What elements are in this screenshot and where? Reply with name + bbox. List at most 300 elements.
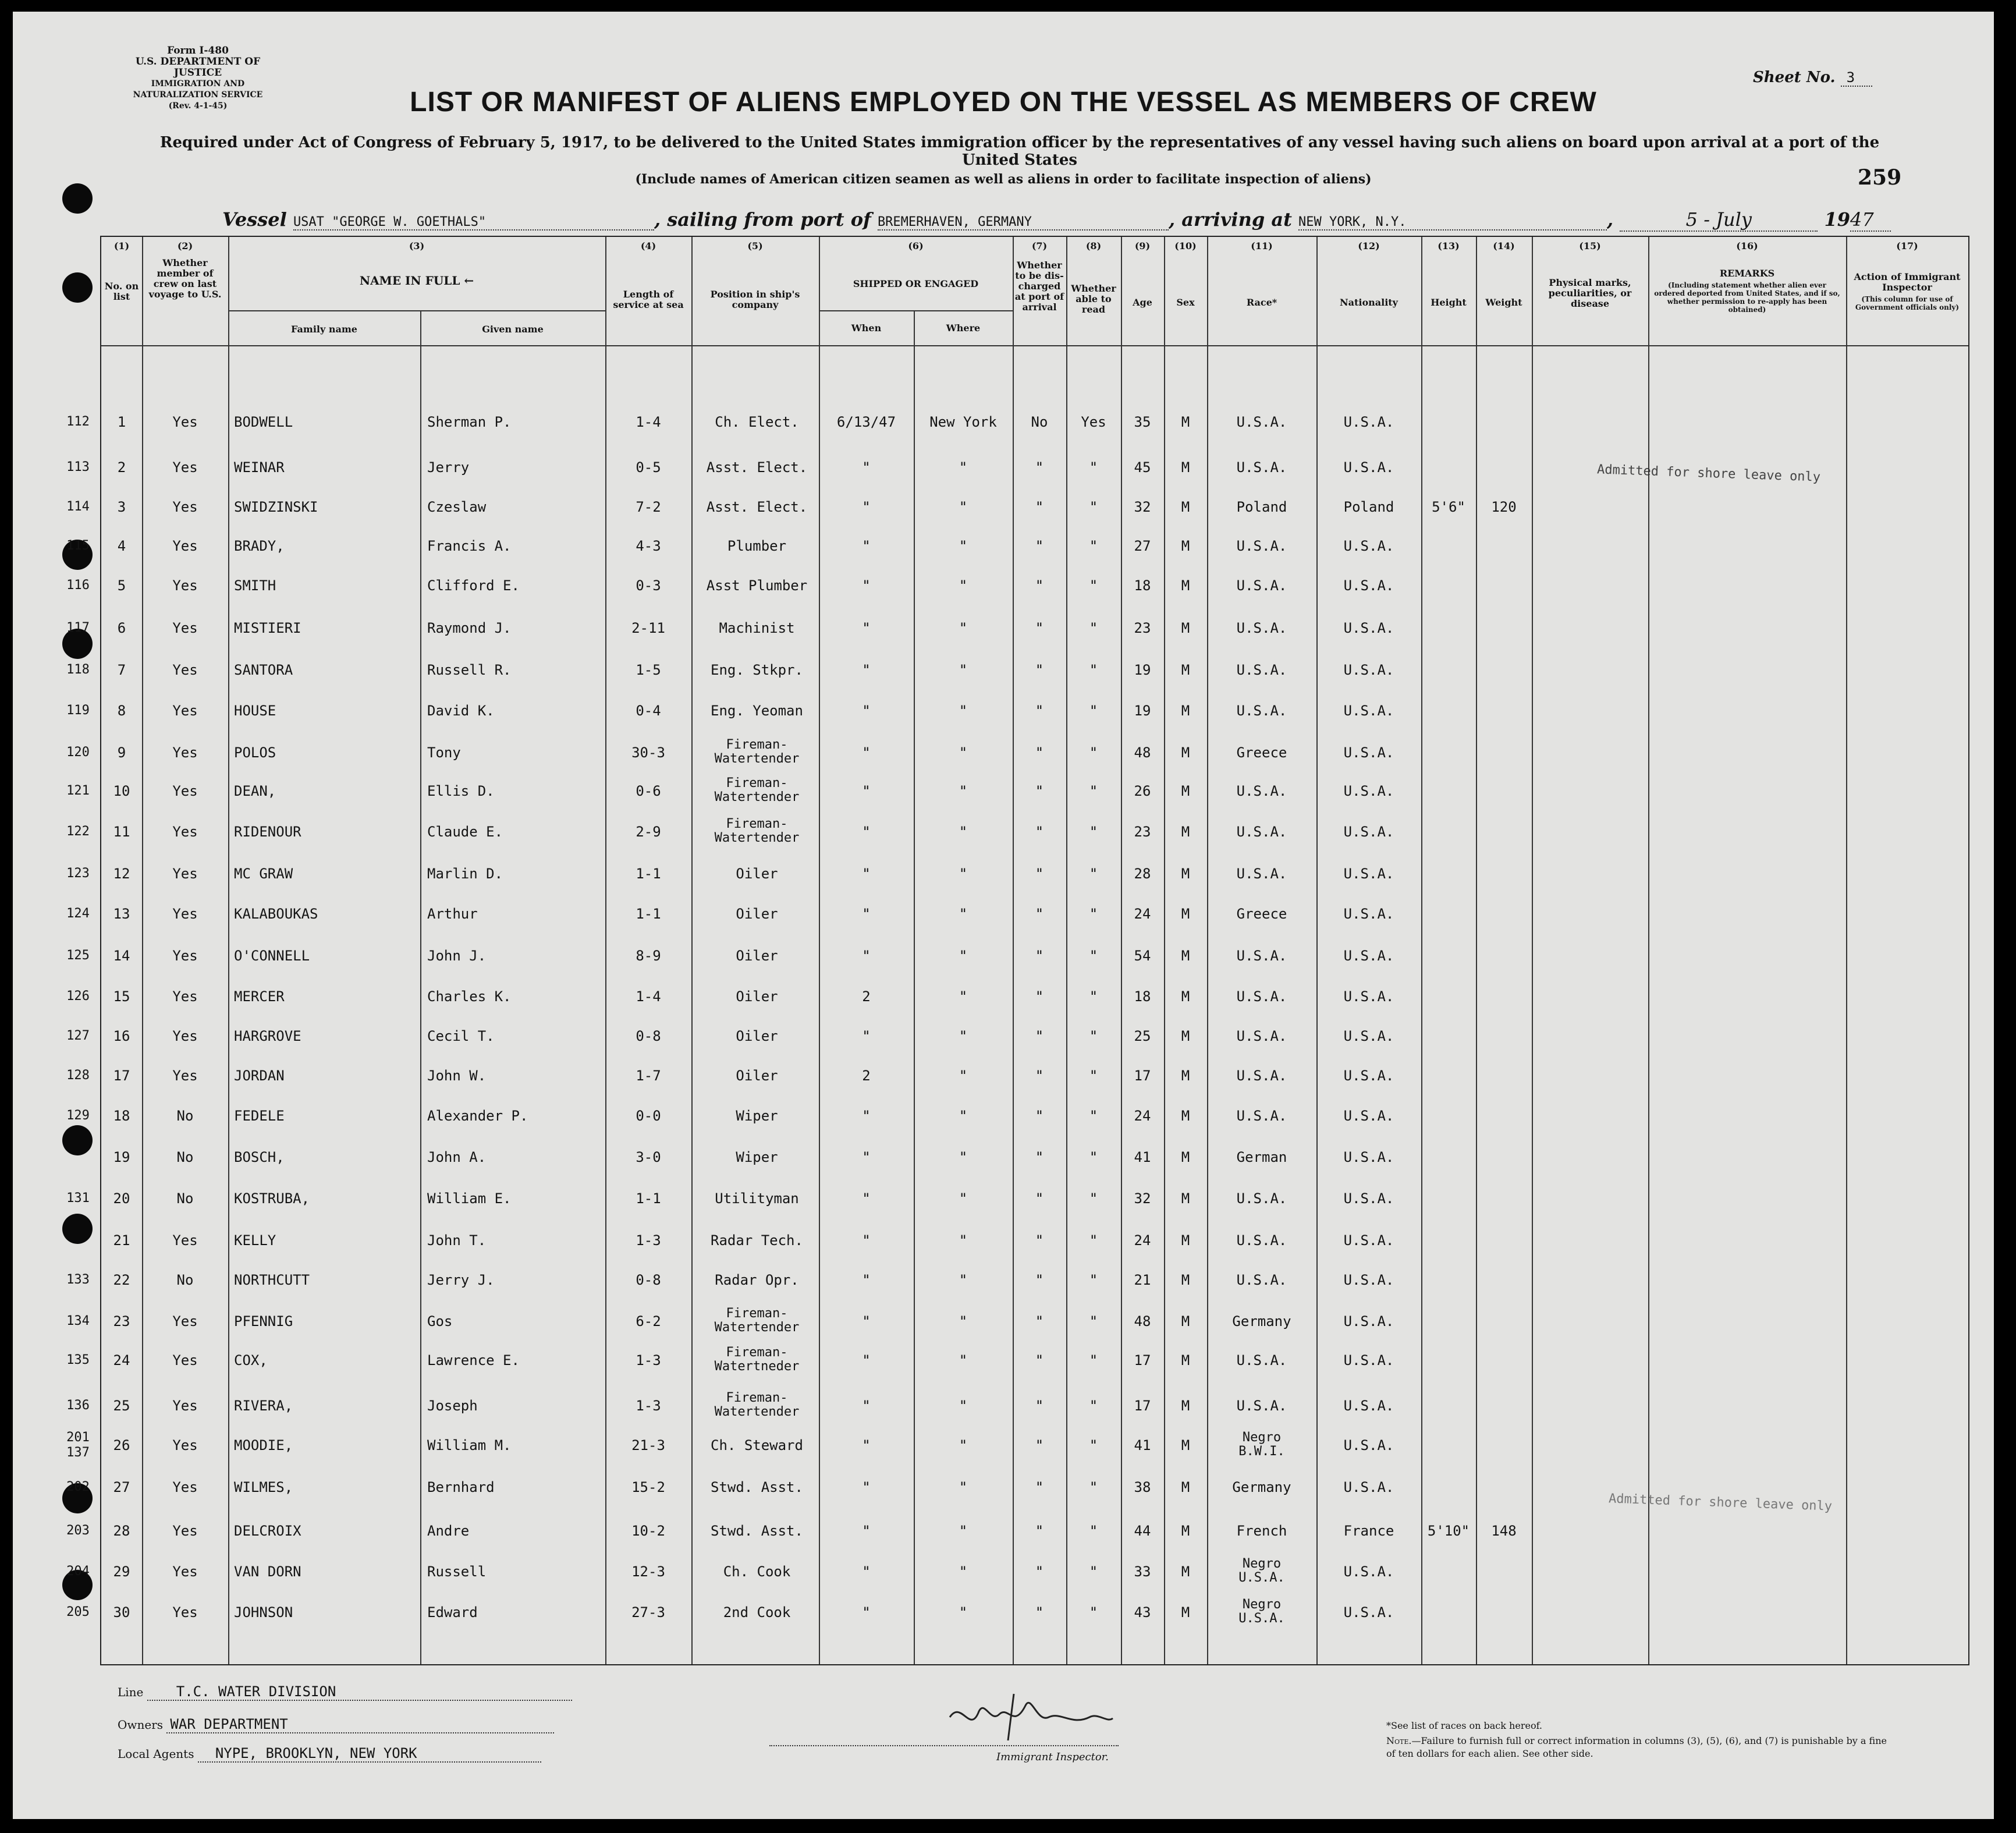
cell-crew: Yes: [172, 1352, 198, 1368]
cell-crew: Yes: [172, 1313, 198, 1329]
cell-sex: M: [1181, 866, 1190, 882]
cell-family: MISTIERI: [234, 620, 301, 636]
cell-nat: U.S.A.: [1343, 1108, 1394, 1124]
cell-crew: Yes: [172, 1028, 198, 1044]
cell-sex: M: [1181, 1398, 1190, 1414]
cell-position: Radar Opr.: [715, 1272, 799, 1288]
cell-read: ": [1089, 1190, 1098, 1207]
cell-disc: ": [1035, 703, 1044, 719]
cell-where: New York: [929, 414, 997, 430]
cell-service: 1-4: [636, 988, 661, 1005]
column-rule: [1164, 237, 1165, 1664]
cell-no: 15: [113, 988, 130, 1005]
cell-family: WILMES,: [234, 1479, 293, 1495]
cell-age: 24: [1134, 1232, 1151, 1249]
cell-no: 4: [117, 538, 126, 554]
cell-where: ": [959, 866, 968, 882]
cell-when: ": [862, 906, 871, 922]
cell-race: U.S.A.: [1236, 1272, 1287, 1288]
cell-race: Germany: [1232, 1313, 1291, 1329]
column-rule: [1846, 237, 1847, 1664]
cell-family: BRADY,: [234, 538, 285, 554]
cell-where: ": [959, 577, 968, 594]
cell-position: Ch. Elect.: [715, 414, 799, 430]
cell-race: U.S.A.: [1236, 948, 1287, 964]
cell-race: U.S.A.: [1236, 1108, 1287, 1124]
cell-when: ": [862, 744, 871, 761]
cell-crew: No: [176, 1190, 194, 1207]
cell-disc: ": [1035, 1398, 1044, 1414]
cell-race: U.S.A.: [1236, 459, 1287, 476]
margin-serial-number: 113: [66, 460, 90, 474]
line-field: [118, 1683, 572, 1701]
cell-read: ": [1089, 744, 1098, 761]
cell-crew: Yes: [172, 1398, 198, 1414]
cell-no: 2: [117, 459, 126, 476]
cell-family: COX,: [234, 1352, 268, 1368]
cell-where: ": [959, 459, 968, 476]
cell-disc: ": [1035, 1563, 1044, 1580]
cell-given: Raymond J.: [427, 620, 512, 636]
cell-service: 0-4: [636, 703, 661, 719]
col9-number: (9): [1134, 240, 1151, 251]
cell-crew: Yes: [172, 577, 198, 594]
cell-nat: U.S.A.: [1343, 459, 1394, 476]
cell-service: 1-3: [636, 1398, 661, 1414]
cell-when: ": [862, 1272, 871, 1288]
cell-crew: Yes: [172, 1563, 198, 1580]
cell-disc: ": [1035, 1272, 1044, 1288]
col12-number: (12): [1358, 240, 1380, 251]
cell-position: Stwd. Asst.: [711, 1523, 803, 1539]
cell-no: 8: [117, 703, 126, 719]
note-label: Note.: [1386, 1735, 1412, 1746]
cell-crew: Yes: [172, 783, 198, 799]
cell-family: SANTORA: [234, 662, 293, 678]
cell-sex: M: [1181, 948, 1190, 964]
cell-race: U.S.A.: [1236, 866, 1287, 882]
cell-race: U.S.A.: [1236, 577, 1287, 594]
cell-where: ": [959, 906, 968, 922]
cell-given: Francis A.: [427, 538, 512, 554]
cell-race: U.S.A.: [1236, 1352, 1287, 1368]
col11-header: Race*: [1246, 297, 1277, 308]
cell-nat: U.S.A.: [1343, 1398, 1394, 1414]
cell-no: 23: [113, 1313, 130, 1329]
cell-service: 10-2: [631, 1523, 665, 1539]
form-department: U.S. DEPARTMENT OF JUSTICE: [135, 56, 261, 79]
cell-race: U.S.A.: [1236, 1068, 1287, 1084]
cell-service: 3-0: [636, 1149, 661, 1165]
cell-when: ": [862, 1108, 871, 1124]
cell-given: Lawrence E.: [427, 1352, 520, 1368]
cell-sex: M: [1181, 1437, 1190, 1453]
cell-service: 12-3: [631, 1563, 665, 1580]
col14-number: (14): [1493, 240, 1515, 251]
cell-sex: M: [1181, 1068, 1190, 1084]
form-revision: (Rev. 4-1-45): [168, 101, 228, 111]
agents-label: Local Agents: [118, 1747, 194, 1761]
cell-when: ": [862, 1149, 871, 1165]
cell-race: German: [1236, 1149, 1287, 1165]
owners-label: Owners: [118, 1718, 164, 1732]
column-rule: [1421, 237, 1422, 1664]
cell-read: ": [1089, 499, 1098, 515]
inspector-label: Immigrant Inspector.: [996, 1751, 1109, 1763]
cell-where: ": [959, 1272, 968, 1288]
cell-given: Ellis D.: [427, 783, 495, 799]
cell-where: ": [959, 1232, 968, 1249]
cell-family: SWIDZINSKI: [234, 499, 318, 515]
margin-serial-number: 125: [66, 948, 90, 963]
cell-no: 7: [117, 662, 126, 678]
col3a-header: Family name: [291, 324, 357, 335]
margin-serial-number: 127: [66, 1029, 90, 1043]
cell-disc: ": [1035, 988, 1044, 1005]
cell-sex: M: [1181, 1563, 1190, 1580]
cell-where: ": [959, 783, 968, 799]
cell-given: John J.: [427, 948, 487, 964]
cell-given: Joseph: [427, 1398, 478, 1414]
document-subtitle: Required under Act of Congress of February 5, 1917, to be delivered to the United States immigration officer by the representatives of any vessel having such aliens on board upon arrival at a port of the United States: [159, 134, 1880, 169]
cell-no: 30: [113, 1604, 130, 1621]
cell-nat: U.S.A.: [1343, 577, 1394, 594]
margin-serial-number: 201 137: [66, 1430, 90, 1460]
cell-read: ": [1089, 1437, 1098, 1453]
cell-read: ": [1089, 620, 1098, 636]
cell-read: ": [1089, 824, 1098, 840]
cell-family: JOHNSON: [234, 1604, 293, 1621]
cell-given: Tony: [427, 744, 461, 761]
cell-where: ": [959, 703, 968, 719]
cell-given: William M.: [427, 1437, 512, 1453]
cell-sex: M: [1181, 538, 1190, 554]
cell-no: 17: [113, 1068, 130, 1084]
cell-service: 30-3: [631, 744, 665, 761]
cell-position: Oiler: [736, 1028, 778, 1044]
cell-nat: U.S.A.: [1343, 1437, 1394, 1453]
cell-sex: M: [1181, 620, 1190, 636]
margin-serial-number: 203: [66, 1523, 90, 1538]
cell-crew: Yes: [172, 744, 198, 761]
margin-serial-number: 135: [66, 1353, 90, 1367]
cell-read: ": [1089, 1232, 1098, 1249]
cell-nat: U.S.A.: [1343, 662, 1394, 678]
cell-disc: ": [1035, 662, 1044, 678]
cell-no: 27: [113, 1479, 130, 1495]
cell-sex: M: [1181, 1232, 1190, 1249]
cell-disc: ": [1035, 1604, 1044, 1621]
cell-race: U.S.A.: [1236, 988, 1287, 1005]
cell-service: 1-1: [636, 1190, 661, 1207]
cell-age: 48: [1134, 1313, 1151, 1329]
cell-sex: M: [1181, 1479, 1190, 1495]
cell-position: Wiper: [736, 1149, 778, 1165]
cell-when: ": [862, 1523, 871, 1539]
cell-nat: U.S.A.: [1343, 824, 1394, 840]
cell-nat: U.S.A.: [1343, 1028, 1394, 1044]
cell-when: ": [862, 577, 871, 594]
cell-when: 2: [862, 988, 871, 1005]
cell-service: 2-11: [631, 620, 665, 636]
remark-shore-leave-row28: Admitted for shore leave only: [1608, 1491, 1833, 1514]
cell-position: Fireman- Watertender: [714, 1391, 800, 1419]
cell-no: 14: [113, 948, 130, 964]
cell-where: ": [959, 1604, 968, 1621]
cell-position: Wiper: [736, 1108, 778, 1124]
col17-number: (17): [1896, 240, 1918, 251]
cell-nat: Poland: [1343, 499, 1394, 515]
cell-sex: M: [1181, 577, 1190, 594]
cell-read: ": [1089, 1313, 1098, 1329]
cell-age: 19: [1134, 662, 1151, 678]
cell-given: Alexander P.: [427, 1108, 528, 1124]
cell-sex: M: [1181, 783, 1190, 799]
cell-read: ": [1089, 662, 1098, 678]
col1-header: No. on list: [104, 281, 139, 302]
cell-position: Oiler: [736, 906, 778, 922]
agents-value: NYPE, BROOKLYN, NEW YORK: [198, 1745, 541, 1763]
cell-crew: Yes: [172, 1523, 198, 1539]
cell-disc: ": [1035, 1523, 1044, 1539]
cell-family: RIDENOUR: [234, 824, 301, 840]
cell-sex: M: [1181, 744, 1190, 761]
line-label: Line: [118, 1685, 144, 1699]
crew-table: [66, 236, 1969, 1665]
margin-serial-number: 129: [66, 1108, 90, 1123]
cell-crew: Yes: [172, 499, 198, 515]
cell-when: ": [862, 783, 871, 799]
cell-position: Ch. Cook: [723, 1563, 791, 1580]
col3-header: [228, 275, 605, 286]
column-rule: [819, 237, 820, 1664]
cell-position: Utilityman: [715, 1190, 799, 1207]
cell-nat: U.S.A.: [1343, 703, 1394, 719]
cell-no: 21: [113, 1232, 130, 1249]
cell-disc: ": [1035, 1437, 1044, 1453]
cell-sex: M: [1181, 1149, 1190, 1165]
margin-serial-number: 123: [66, 866, 90, 881]
cell-service: 8-9: [636, 948, 661, 964]
cell-when: ": [862, 499, 871, 515]
cell-where: ": [959, 1479, 968, 1495]
cell-sex: M: [1181, 1604, 1190, 1621]
cell-no: 1: [117, 414, 126, 430]
cell-given: Russell R.: [427, 662, 512, 678]
col5-number: (5): [747, 240, 763, 251]
cell-race: Poland: [1236, 499, 1287, 515]
cell-family: JORDAN: [234, 1068, 285, 1084]
cell-position: Eng. Stkpr.: [711, 662, 803, 678]
cell-nat: U.S.A.: [1343, 1190, 1394, 1207]
cell-age: 41: [1134, 1149, 1151, 1165]
cell-disc: ": [1035, 499, 1044, 515]
cell-when: ": [862, 662, 871, 678]
cell-nat: U.S.A.: [1343, 1563, 1394, 1580]
col16-header: REMARKS: [1719, 268, 1775, 279]
col3b-header: Given name: [482, 324, 544, 335]
cell-disc: ": [1035, 866, 1044, 882]
cell-nat: U.S.A.: [1343, 988, 1394, 1005]
cell-nat: U.S.A.: [1343, 414, 1394, 430]
cell-read: ": [1089, 988, 1098, 1005]
punch-hole: [62, 1214, 93, 1244]
cell-service: 1-5: [636, 662, 661, 678]
cell-read: ": [1089, 948, 1098, 964]
margin-serial-number: 119: [66, 703, 90, 718]
cell-position: Machinist: [719, 620, 795, 636]
cell-service: 7-2: [636, 499, 661, 515]
col2-number: (2): [177, 240, 193, 251]
cell-crew: Yes: [172, 906, 198, 922]
cell-family: PFENNIG: [234, 1313, 293, 1329]
cell-read: Yes: [1081, 414, 1106, 430]
col8-number: (8): [1085, 240, 1102, 251]
column-rule: [1013, 237, 1014, 1664]
cell-read: ": [1089, 703, 1098, 719]
column-rule: [1532, 237, 1533, 1664]
cell-nat: U.S.A.: [1343, 948, 1394, 964]
cell-given: Jerry: [427, 459, 470, 476]
cell-no: 12: [113, 866, 130, 882]
cell-service: 1-1: [636, 866, 661, 882]
cell-no: 11: [113, 824, 130, 840]
cell-given: John W.: [427, 1068, 487, 1084]
year-prefix: 19: [1824, 208, 1850, 231]
cell-read: ": [1089, 866, 1098, 882]
cell-where: ": [959, 1563, 968, 1580]
cell-read: ": [1089, 1479, 1098, 1495]
cell-where: ": [959, 1190, 968, 1207]
form-service: IMMIGRATION AND NATURALIZATION SERVICE: [133, 79, 263, 100]
cell-age: 21: [1134, 1272, 1151, 1288]
cell-no: 26: [113, 1437, 130, 1453]
cell-race: U.S.A.: [1236, 662, 1287, 678]
document-subnote: (Include names of American citizen seamen as well as aliens in order to facilitate inspection of aliens): [635, 172, 1372, 187]
col17-subheader: (This column for use of Government officials only): [1855, 295, 1960, 311]
cell-when: ": [862, 1604, 871, 1621]
cell-position: Asst Plumber: [706, 577, 808, 594]
cell-family: BOSCH,: [234, 1149, 285, 1165]
cell-disc: ": [1035, 1028, 1044, 1044]
cell-race: U.S.A.: [1236, 703, 1287, 719]
shipped-subheader-rule: [819, 310, 1013, 311]
column-rule: [1066, 237, 1067, 1664]
cell-crew: Yes: [172, 538, 198, 554]
cell-family: DELCROIX: [234, 1523, 301, 1539]
form-number: Form I-480: [167, 45, 229, 56]
cell-disc: ": [1035, 538, 1044, 554]
column-rule: [1121, 237, 1122, 1664]
column-rule: [1648, 237, 1649, 1664]
cell-given: Russell: [427, 1563, 487, 1580]
cell-where: ": [959, 824, 968, 840]
cell-family: HARGROVE: [234, 1028, 301, 1044]
cell-disc: ": [1035, 1108, 1044, 1124]
cell-no: 3: [117, 499, 126, 515]
punch-hole: [62, 272, 93, 303]
cell-position: Oiler: [736, 948, 778, 964]
cell-nat: U.S.A.: [1343, 1352, 1394, 1368]
cell-position: Fireman- Watertender: [714, 817, 800, 845]
sailing-port: BREMERHAVEN, GERMANY: [878, 215, 1169, 231]
cell-given: Andre: [427, 1523, 470, 1539]
col7-number: (7): [1031, 240, 1048, 251]
cell-where: ": [959, 1437, 968, 1453]
col4-header: Length of service at sea: [613, 289, 684, 310]
arrival-year: 47: [1850, 208, 1891, 232]
cell-age: 18: [1134, 577, 1151, 594]
col15-number: (15): [1579, 240, 1601, 251]
margin-serial-number: 128: [66, 1068, 90, 1083]
cell-age: 17: [1134, 1352, 1151, 1368]
cell-given: Bernhard: [427, 1479, 495, 1495]
cell-disc: ": [1035, 620, 1044, 636]
cell-crew: Yes: [172, 662, 198, 678]
column-rule: [691, 237, 693, 1664]
cell-read: ": [1089, 1352, 1098, 1368]
cell-family: MC GRAW: [234, 866, 293, 882]
cell-where: ": [959, 499, 968, 515]
cell-age: 32: [1134, 1190, 1151, 1207]
margin-serial-number: 131: [66, 1191, 90, 1206]
cell-nat: U.S.A.: [1343, 1604, 1394, 1621]
cell-race: Germany: [1232, 1479, 1291, 1495]
cell-given: John T.: [427, 1232, 487, 1249]
cell-when: ": [862, 1352, 871, 1368]
cell-family: HOUSE: [234, 703, 276, 719]
cell-read: ": [1089, 1398, 1098, 1414]
cell-service: 27-3: [631, 1604, 665, 1621]
cell-age: 18: [1134, 988, 1151, 1005]
cell-read: ": [1089, 1028, 1098, 1044]
cell-age: 32: [1134, 499, 1151, 515]
cell-age: 24: [1134, 906, 1151, 922]
cell-given: Edward: [427, 1604, 478, 1621]
cell-no: 20: [113, 1190, 130, 1207]
cell-given: Charles K.: [427, 988, 512, 1005]
column-rule: [914, 310, 915, 1664]
cell-where: ": [959, 1149, 968, 1165]
cell-age: 17: [1134, 1398, 1151, 1414]
cell-crew: Yes: [172, 824, 198, 840]
cell-read: ": [1089, 1563, 1098, 1580]
line-value: T.C. WATER DIVISION: [147, 1683, 572, 1701]
cell-crew: Yes: [172, 620, 198, 636]
cell-service: 0-8: [636, 1028, 661, 1044]
vessel-line: Vessel USAT "GEORGE W. GOETHALS" , sailing from port of BREMERHAVEN, GERMANY , arriving at NEW YORK, N.Y. , 5 - July 1947: [222, 208, 1891, 232]
document-title: LIST OR MANIFEST OF ALIENS EMPLOYED ON THE VESSEL AS MEMBERS OF CREW: [410, 87, 1597, 118]
cell-where: ": [959, 1108, 968, 1124]
cell-given: John A.: [427, 1149, 487, 1165]
cell-where: ": [959, 988, 968, 1005]
cell-where: ": [959, 1398, 968, 1414]
col4-number: (4): [640, 240, 656, 251]
column-rule: [605, 237, 606, 1664]
cell-nat: U.S.A.: [1343, 1068, 1394, 1084]
cell-sex: M: [1181, 988, 1190, 1005]
cell-when: ": [862, 620, 871, 636]
cell-position: Fireman- Watertender: [714, 1306, 800, 1335]
cell-sex: M: [1181, 703, 1190, 719]
cell-family: KELLY: [234, 1232, 276, 1249]
cell-given: Cecil T.: [427, 1028, 495, 1044]
sheet-number-value: 3: [1841, 69, 1872, 87]
cell-race: Greece: [1236, 744, 1287, 761]
cell-read: ": [1089, 906, 1098, 922]
cell-when: ": [862, 459, 871, 476]
cell-crew: Yes: [172, 948, 198, 964]
